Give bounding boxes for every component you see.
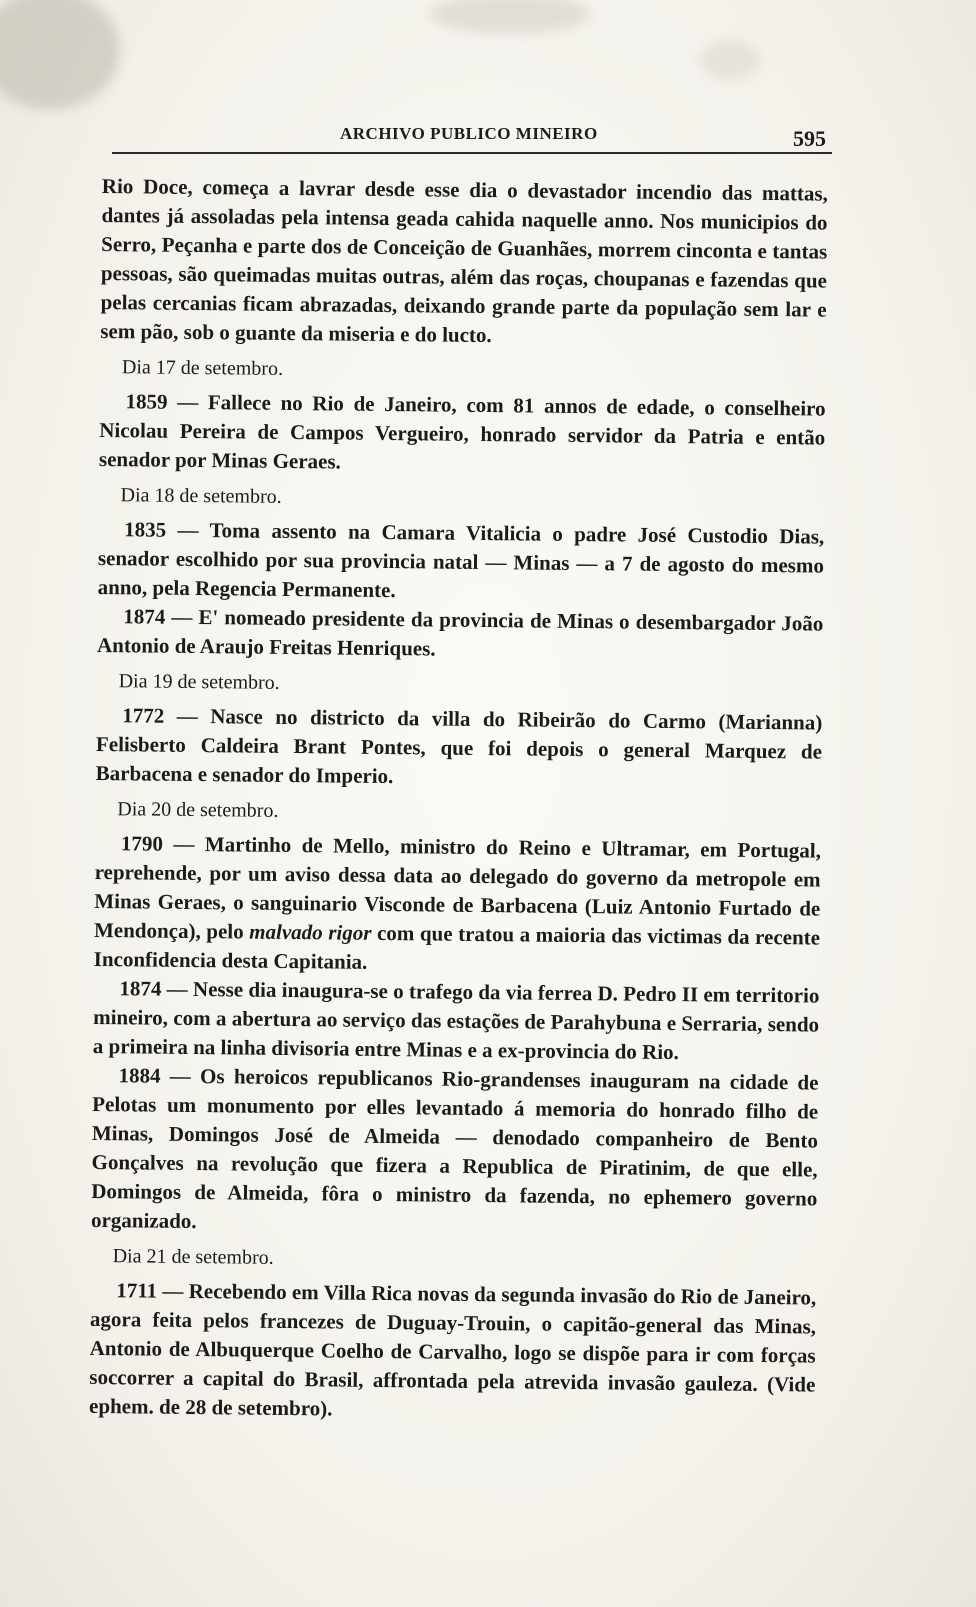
running-title: ARCHIVO PUBLICO MINEIRO (340, 124, 598, 143)
header-rule (112, 152, 832, 154)
paragraph-continuation: Rio Doce, começa a lavrar desde esse dia o devastador incendio das mattas, dantes já assoladas pela intensa geada cahida naquelle anno. Nos municipios do Serro, Peçanha e parte dos de Conceição de Guanhães, morrem cinconta e tantas pessoas, são queimadas muitas outras, além das roças, choupanas e fazendas que pelas cercanias ficam abrazadas, deixando grande parte da população sem lar e sem pão, sob o guante da miseria e do lucto. (100, 173, 828, 348)
entry-1790-text-end: com que tratou a maioria das victimas da recente Inconfidencia desta Capitania. (93, 920, 821, 974)
entry-1790-text: 1790 — Martinho de Mello, ministro do Reino e Ultramar, em Portugal, reprehende, por um aviso dessa data ao delegado do governo da metropole em Minas Geraes, o sanguinario Visconde de Barbacena (Luiz Antonio Furtado de Mendonça), pelo (93, 831, 822, 944)
entry-1790-emphasis: malvado rigor (249, 919, 372, 945)
entry-1790 (94, 829, 821, 982)
page-body (89, 172, 828, 1429)
entry-1859: 1859 — Fallece no Rio de Janeiro, com 81 annos de edade, o conselheiro Nicolau Pereira de Campos Vergueiro, honrado servidor da Patria e então senador por Minas Geraes. (98, 389, 826, 474)
date-heading: Dia 19 de setembro. (118, 670, 280, 694)
entry-1874-railway: 1874 — Nesse dia inaugura-se o trafego da via ferrea D. Pedro II em territorio mineiro, com a abertura ao serviço das estações de Parahybuna e Serraria, sendo a primeira na linha divisoria entre Minas e a ex-provincia do Rio. (92, 976, 820, 1065)
date-heading: Dia 20 de setembro. (117, 798, 279, 822)
entry-1835: 1835 — Toma assento na Camara Vitalicia o padre José Custodio Dias, senador escolhido por sua provincia natal — Minas — a 7 de agosto do mesmo anno, pela Regencia Permanente. (97, 517, 825, 603)
page-header (112, 122, 832, 158)
ink-smudge (430, 0, 590, 34)
entry-1884: 1884 — Os heroicos republicanos Rio-grandenses inauguram na cidade de Pelotas um monumento por elles levantado á memoria do honrado filho de Minas, Domingos José de Almeida — denodado companheiro de Bento Gonçalves na revolução que fizera a Republica de Piratinim, de que elle, Domingos de Almeida, fôra o ministro da fazenda, no ephemero governo organizado. (90, 1063, 819, 1234)
entry-1772: 1772 — Nasce no districto da villa do Ribeirão do Carmo (Marianna) Felisberto Caldeira Brant Pontes, que foi depois o general Marquez de Barbacena e senador do Imperio. (95, 703, 823, 789)
date-heading: Dia 18 de setembro. (120, 484, 282, 508)
page-number: 595 (793, 126, 826, 151)
entry-1711: 1711 — Recebendo em Villa Rica novas da segunda invasão do Rio de Janeiro, agora feita pelos francezes de Duguay-Trouin, o capitão-general das Minas, Antonio de Albuquerque Coelho de Carvalho, logo se dispõe para ir com forças soccorrer a capital do Brasil, affrontada pela atrevida invasão gauleza. (Vide ephem. de 28 de setembro). (88, 1278, 817, 1421)
ink-smudge (0, 0, 120, 110)
date-heading: Dia 17 de setembro. (121, 356, 284, 380)
ink-smudge (700, 40, 760, 80)
entry-1874-president: 1874 — E' nomeado presidente da provincia de Minas o desembargador João Antonio de Araujo Freitas Henriques. (96, 604, 824, 661)
date-heading: Dia 21 de setembro. (112, 1245, 274, 1269)
